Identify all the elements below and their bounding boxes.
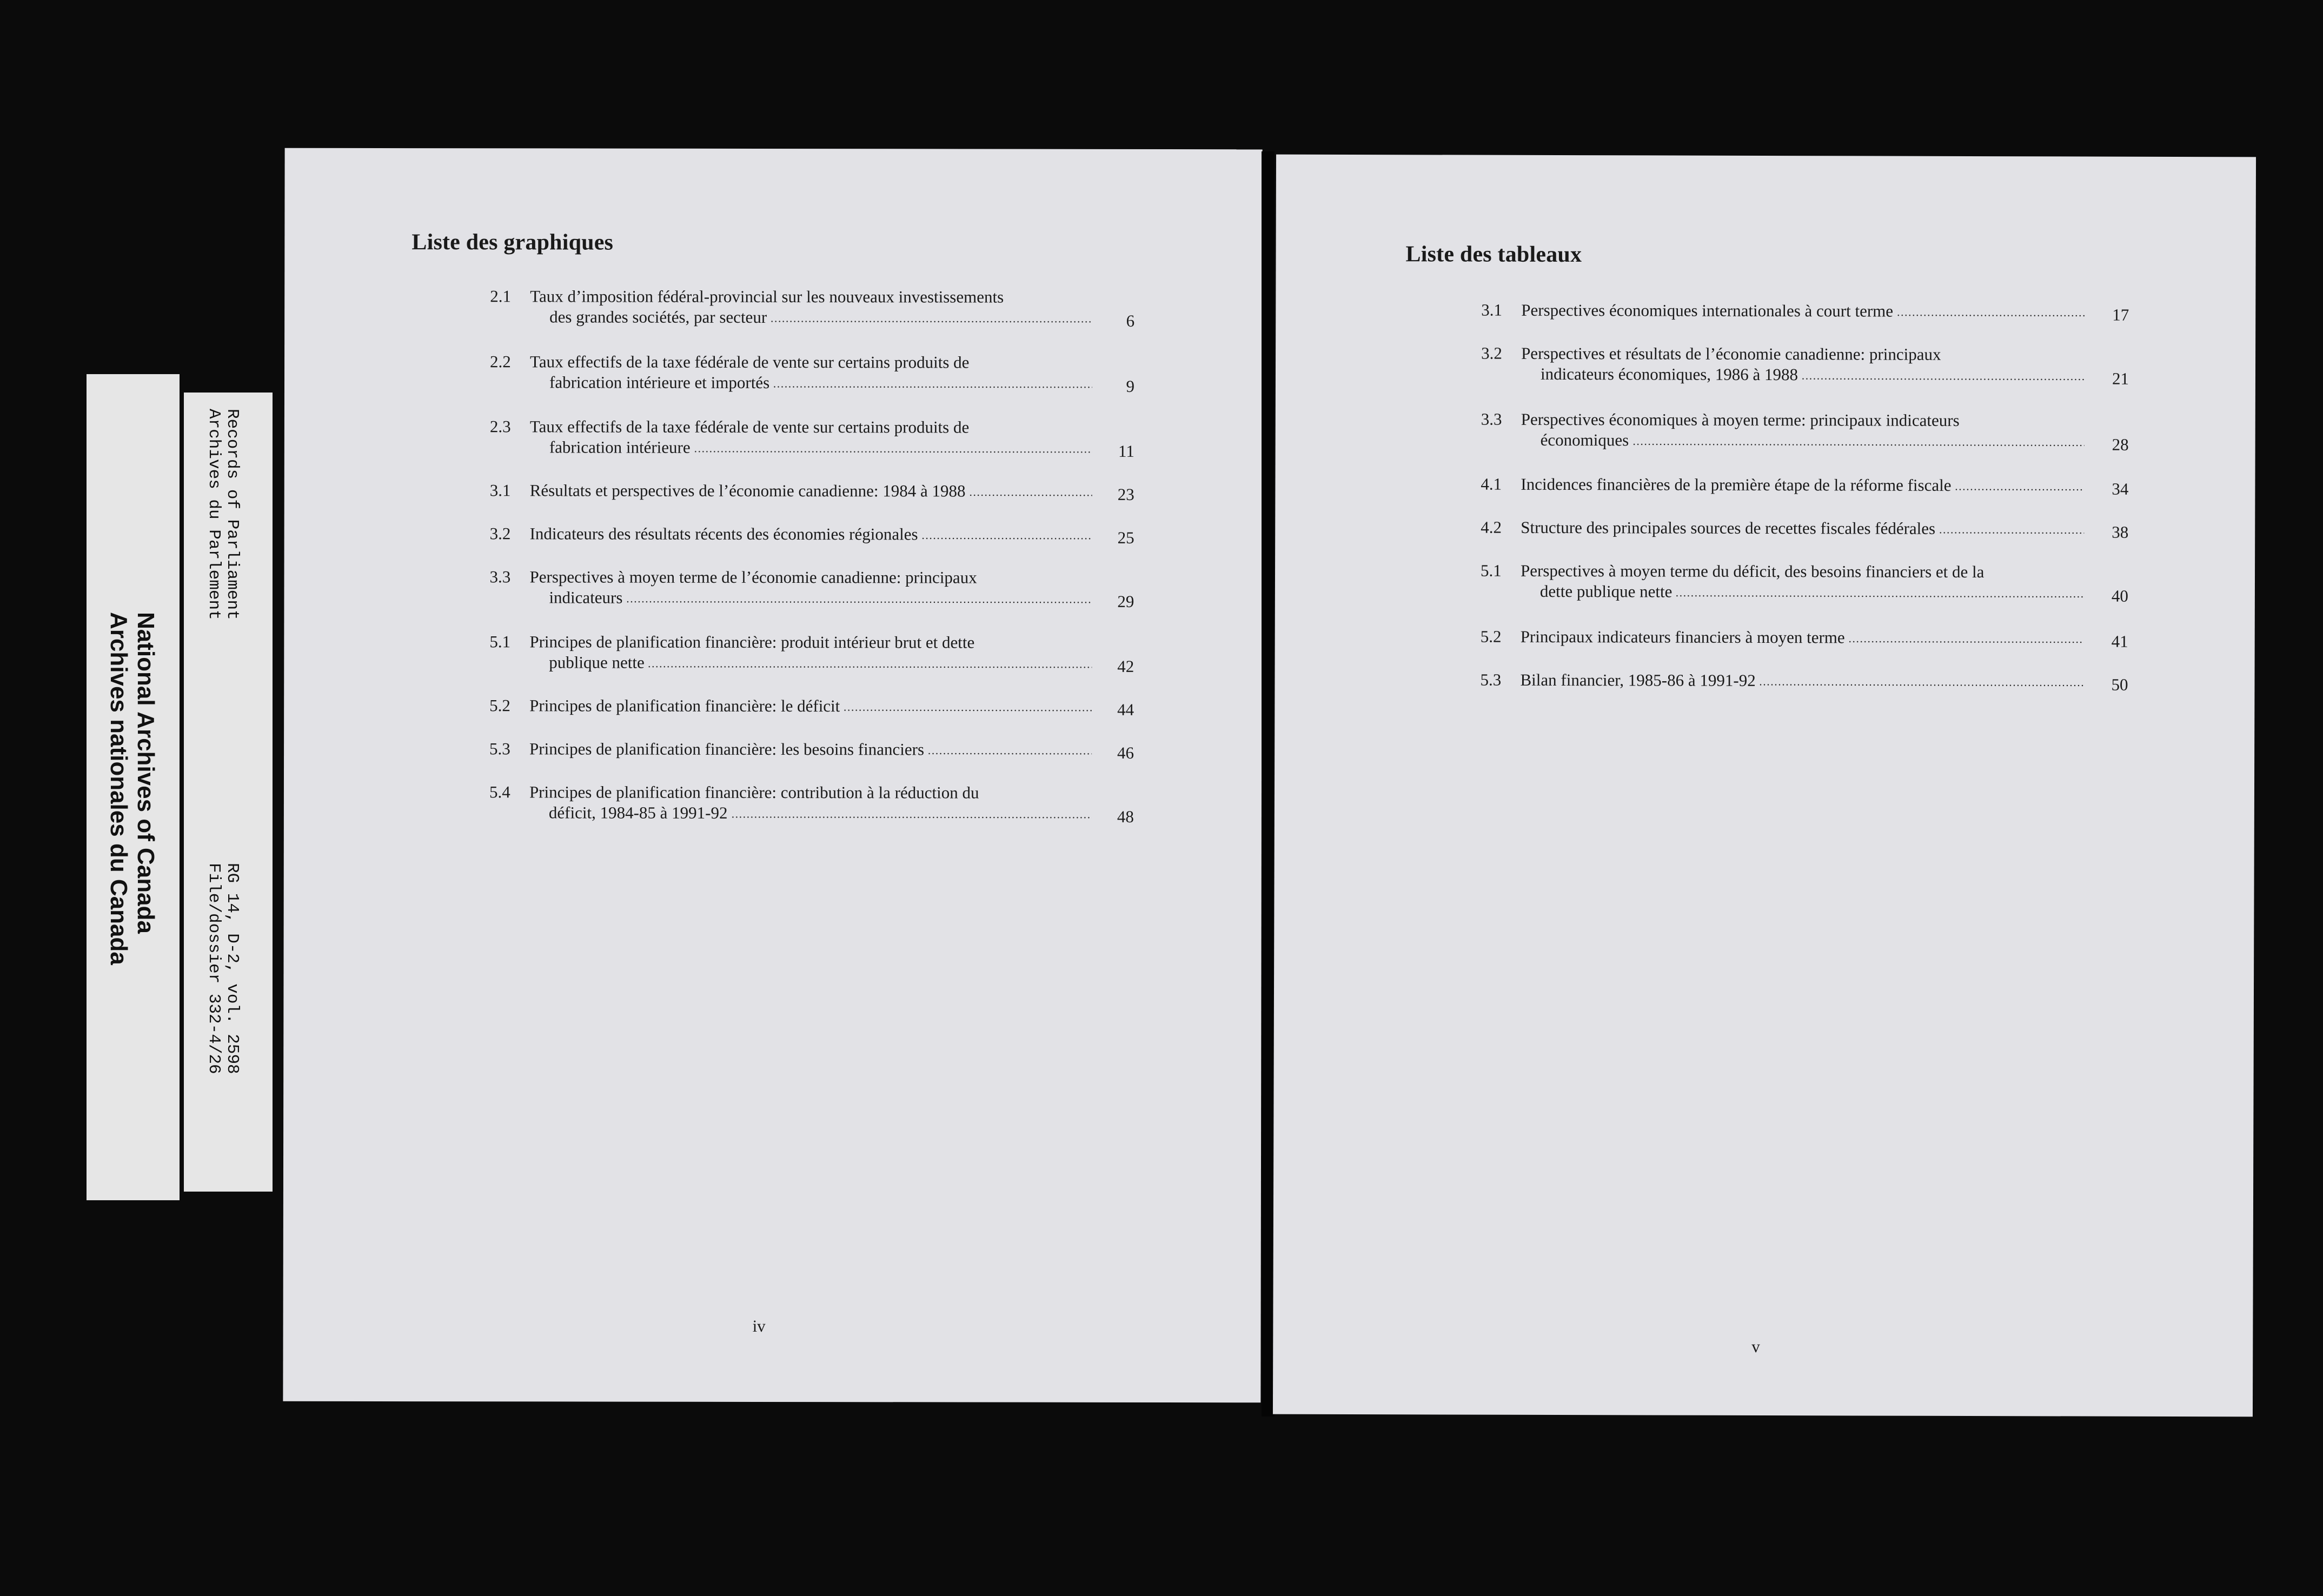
entry-title-line: Taux d’imposition fédéral-provincial sur les nouveaux investissements xyxy=(530,287,1004,307)
entry-number: 3.2 xyxy=(1481,343,1502,363)
archive-label-strip xyxy=(87,374,180,1200)
entry-title-line: indicateurs économiques, 1986 à 1988 xyxy=(1540,364,1798,384)
entry-title-line: des grandes sociétés, par secteur xyxy=(549,307,767,327)
toc-entry xyxy=(1481,474,2128,496)
toc-entry xyxy=(490,286,1134,328)
entry-number: 5.3 xyxy=(1480,670,1502,689)
entry-title-line: déficit, 1984-85 à 1991-92 xyxy=(548,803,728,822)
leader-dots xyxy=(1848,641,2084,643)
toc-entry xyxy=(489,567,1134,609)
toc-entry xyxy=(489,739,1134,760)
entry-number: 3.2 xyxy=(489,524,511,543)
entry-title-line: Principes de planification financière: le déficit xyxy=(529,696,840,716)
entry-page-number: 42 xyxy=(1117,656,1134,676)
entry-number: 4.2 xyxy=(1481,517,1502,537)
leader-dots xyxy=(921,537,1092,539)
entry-title-line: Principaux indicateurs financiers à moyen terme xyxy=(1520,627,1845,647)
entry-title-line: Indicateurs des résultats récents des économies régionales xyxy=(529,524,918,544)
entry-number: 2.2 xyxy=(490,352,511,371)
toc-entry xyxy=(1480,561,2128,606)
leader-dots xyxy=(1632,443,2084,446)
entry-title-line: Résultats et perspectives de l’économie canadienne: 1984 à 1988 xyxy=(529,481,966,501)
toc-entry xyxy=(490,351,1134,394)
entry-page-number: 29 xyxy=(1117,591,1134,611)
leader-dots xyxy=(1759,684,2084,687)
entry-page-number: 11 xyxy=(1118,441,1134,461)
leader-dots xyxy=(1896,315,2085,317)
entry-page-number: 50 xyxy=(2111,675,2128,694)
entry-page-number: 17 xyxy=(2112,305,2129,324)
toc-entry xyxy=(489,631,1134,674)
page-title-graphs: Liste des graphiques xyxy=(411,230,614,255)
entry-number: 2.1 xyxy=(490,287,512,306)
leader-dots xyxy=(968,495,1092,496)
entry-number: 5.4 xyxy=(489,782,510,802)
left-page xyxy=(283,148,1262,1403)
entry-title-line: économiques xyxy=(1540,430,1629,450)
page-folio-left: iv xyxy=(752,1316,766,1335)
records-label-en: Records of Parliament xyxy=(223,409,242,620)
entry-number: 5.2 xyxy=(1480,627,1502,646)
entry-page-number: 25 xyxy=(1117,528,1134,547)
entry-title-line: Taux effectifs de la taxe fédérale de vente sur certains produits de xyxy=(529,417,970,437)
entry-title-line: Perspectives économiques internationales à court terme xyxy=(1521,300,1894,321)
toc-entry xyxy=(1481,517,2128,540)
entry-title-line: Incidences financières de la première étape de la réforme fiscale xyxy=(1521,474,1952,495)
book-spine xyxy=(1262,151,1275,1417)
leader-dots xyxy=(1939,532,2084,534)
leader-dots xyxy=(626,601,1092,603)
toc-entry xyxy=(489,416,1134,461)
entry-title-line: Structure des principales sources de recettes fiscales fédérales xyxy=(1521,517,1936,538)
entry-title-line: publique nette xyxy=(549,653,645,672)
leader-dots xyxy=(731,816,1091,819)
entry-title-line: fabrication intérieure xyxy=(549,437,691,457)
entry-page-number: 23 xyxy=(1117,484,1134,504)
entry-title-line: dette publique nette xyxy=(1539,581,1672,601)
entry-title-line: Perspectives à moyen terme de l’économie canadienne: principaux xyxy=(529,567,977,587)
leader-dots xyxy=(648,666,1092,668)
toc-entry xyxy=(1481,300,2129,322)
entry-title-line: Bilan financier, 1985-86 à 1991-92 xyxy=(1520,670,1756,690)
archive-name-fr: Archives nationales du Canada xyxy=(105,612,132,965)
leader-dots xyxy=(1954,489,2084,491)
leader-dots xyxy=(843,709,1092,711)
entry-title-line: Perspectives à moyen terme du déficit, des besoins financiers et de la xyxy=(1520,561,1984,582)
entry-title-line: Perspectives et résultats de l’économie canadienne: principaux xyxy=(1521,343,1941,364)
page-title-tables: Liste des tableaux xyxy=(1405,242,1582,268)
toc-entry xyxy=(1481,627,2128,649)
toc-entry xyxy=(490,523,1134,545)
entry-number: 3.3 xyxy=(1481,409,1502,429)
entry-title-line: Principes de planification financière: les besoins financiers xyxy=(529,739,925,759)
archive-name-en: National Archives of Canada xyxy=(132,612,159,934)
entry-title-line: indicateurs xyxy=(549,588,623,607)
entry-number: 5.1 xyxy=(1480,561,1502,580)
records-ref-volume: RG 14, D-2, vol. 2598 xyxy=(223,863,242,1074)
entry-title-line: Principes de planification financière: produit intérieur brut et dette xyxy=(529,632,975,652)
entry-page-number: 40 xyxy=(2111,586,2128,606)
entry-page-number: 46 xyxy=(1117,743,1134,762)
entry-number: 3.3 xyxy=(489,567,511,587)
entry-number: 4.1 xyxy=(1481,474,1502,494)
entry-page-number: 28 xyxy=(2112,435,2129,454)
entry-number: 2.3 xyxy=(489,417,511,436)
entry-number: 5.3 xyxy=(489,739,510,759)
entry-page-number: 34 xyxy=(2112,479,2129,498)
page-folio-right: v xyxy=(1751,1336,1760,1356)
leader-dots xyxy=(927,753,1092,754)
entry-title-line: Taux effectifs de la taxe fédérale de vente sur certains produits de xyxy=(530,352,970,372)
leader-dots xyxy=(1675,595,2084,598)
toc-entry xyxy=(1480,670,2128,692)
entry-title-line: Principes de planification financière: contribution à la réduction du xyxy=(529,782,979,802)
records-label-strip xyxy=(184,393,273,1192)
entry-page-number: 9 xyxy=(1126,376,1135,396)
toc-entry xyxy=(489,782,1134,824)
entry-number: 5.1 xyxy=(489,632,511,651)
leader-dots xyxy=(773,386,1092,388)
leader-dots xyxy=(770,321,1092,323)
toc-entry xyxy=(490,480,1134,502)
records-ref-file: File/dossier 332-4/26 xyxy=(204,863,223,1074)
entry-page-number: 41 xyxy=(2111,631,2128,651)
entry-page-number: 6 xyxy=(1126,311,1135,330)
entry-number: 3.1 xyxy=(489,481,511,500)
toc-entry xyxy=(489,695,1134,717)
entry-number: 3.1 xyxy=(1481,300,1503,320)
entry-page-number: 21 xyxy=(2112,369,2129,388)
right-page xyxy=(1273,155,2256,1417)
entry-page-number: 44 xyxy=(1117,700,1134,719)
entry-page-number: 48 xyxy=(1117,807,1134,826)
leader-dots xyxy=(694,451,1092,453)
entry-title-line: Perspectives économiques à moyen terme: principaux indicateurs xyxy=(1521,409,1960,430)
records-label-fr: Archives du Parlement xyxy=(204,409,223,620)
entry-number: 5.2 xyxy=(489,696,510,715)
toc-entry xyxy=(1481,343,2129,386)
toc-entry xyxy=(1481,409,2129,452)
entry-title-line: fabrication intérieure et importés xyxy=(549,373,770,392)
leader-dots xyxy=(1801,378,2085,380)
entry-page-number: 38 xyxy=(2112,522,2129,542)
